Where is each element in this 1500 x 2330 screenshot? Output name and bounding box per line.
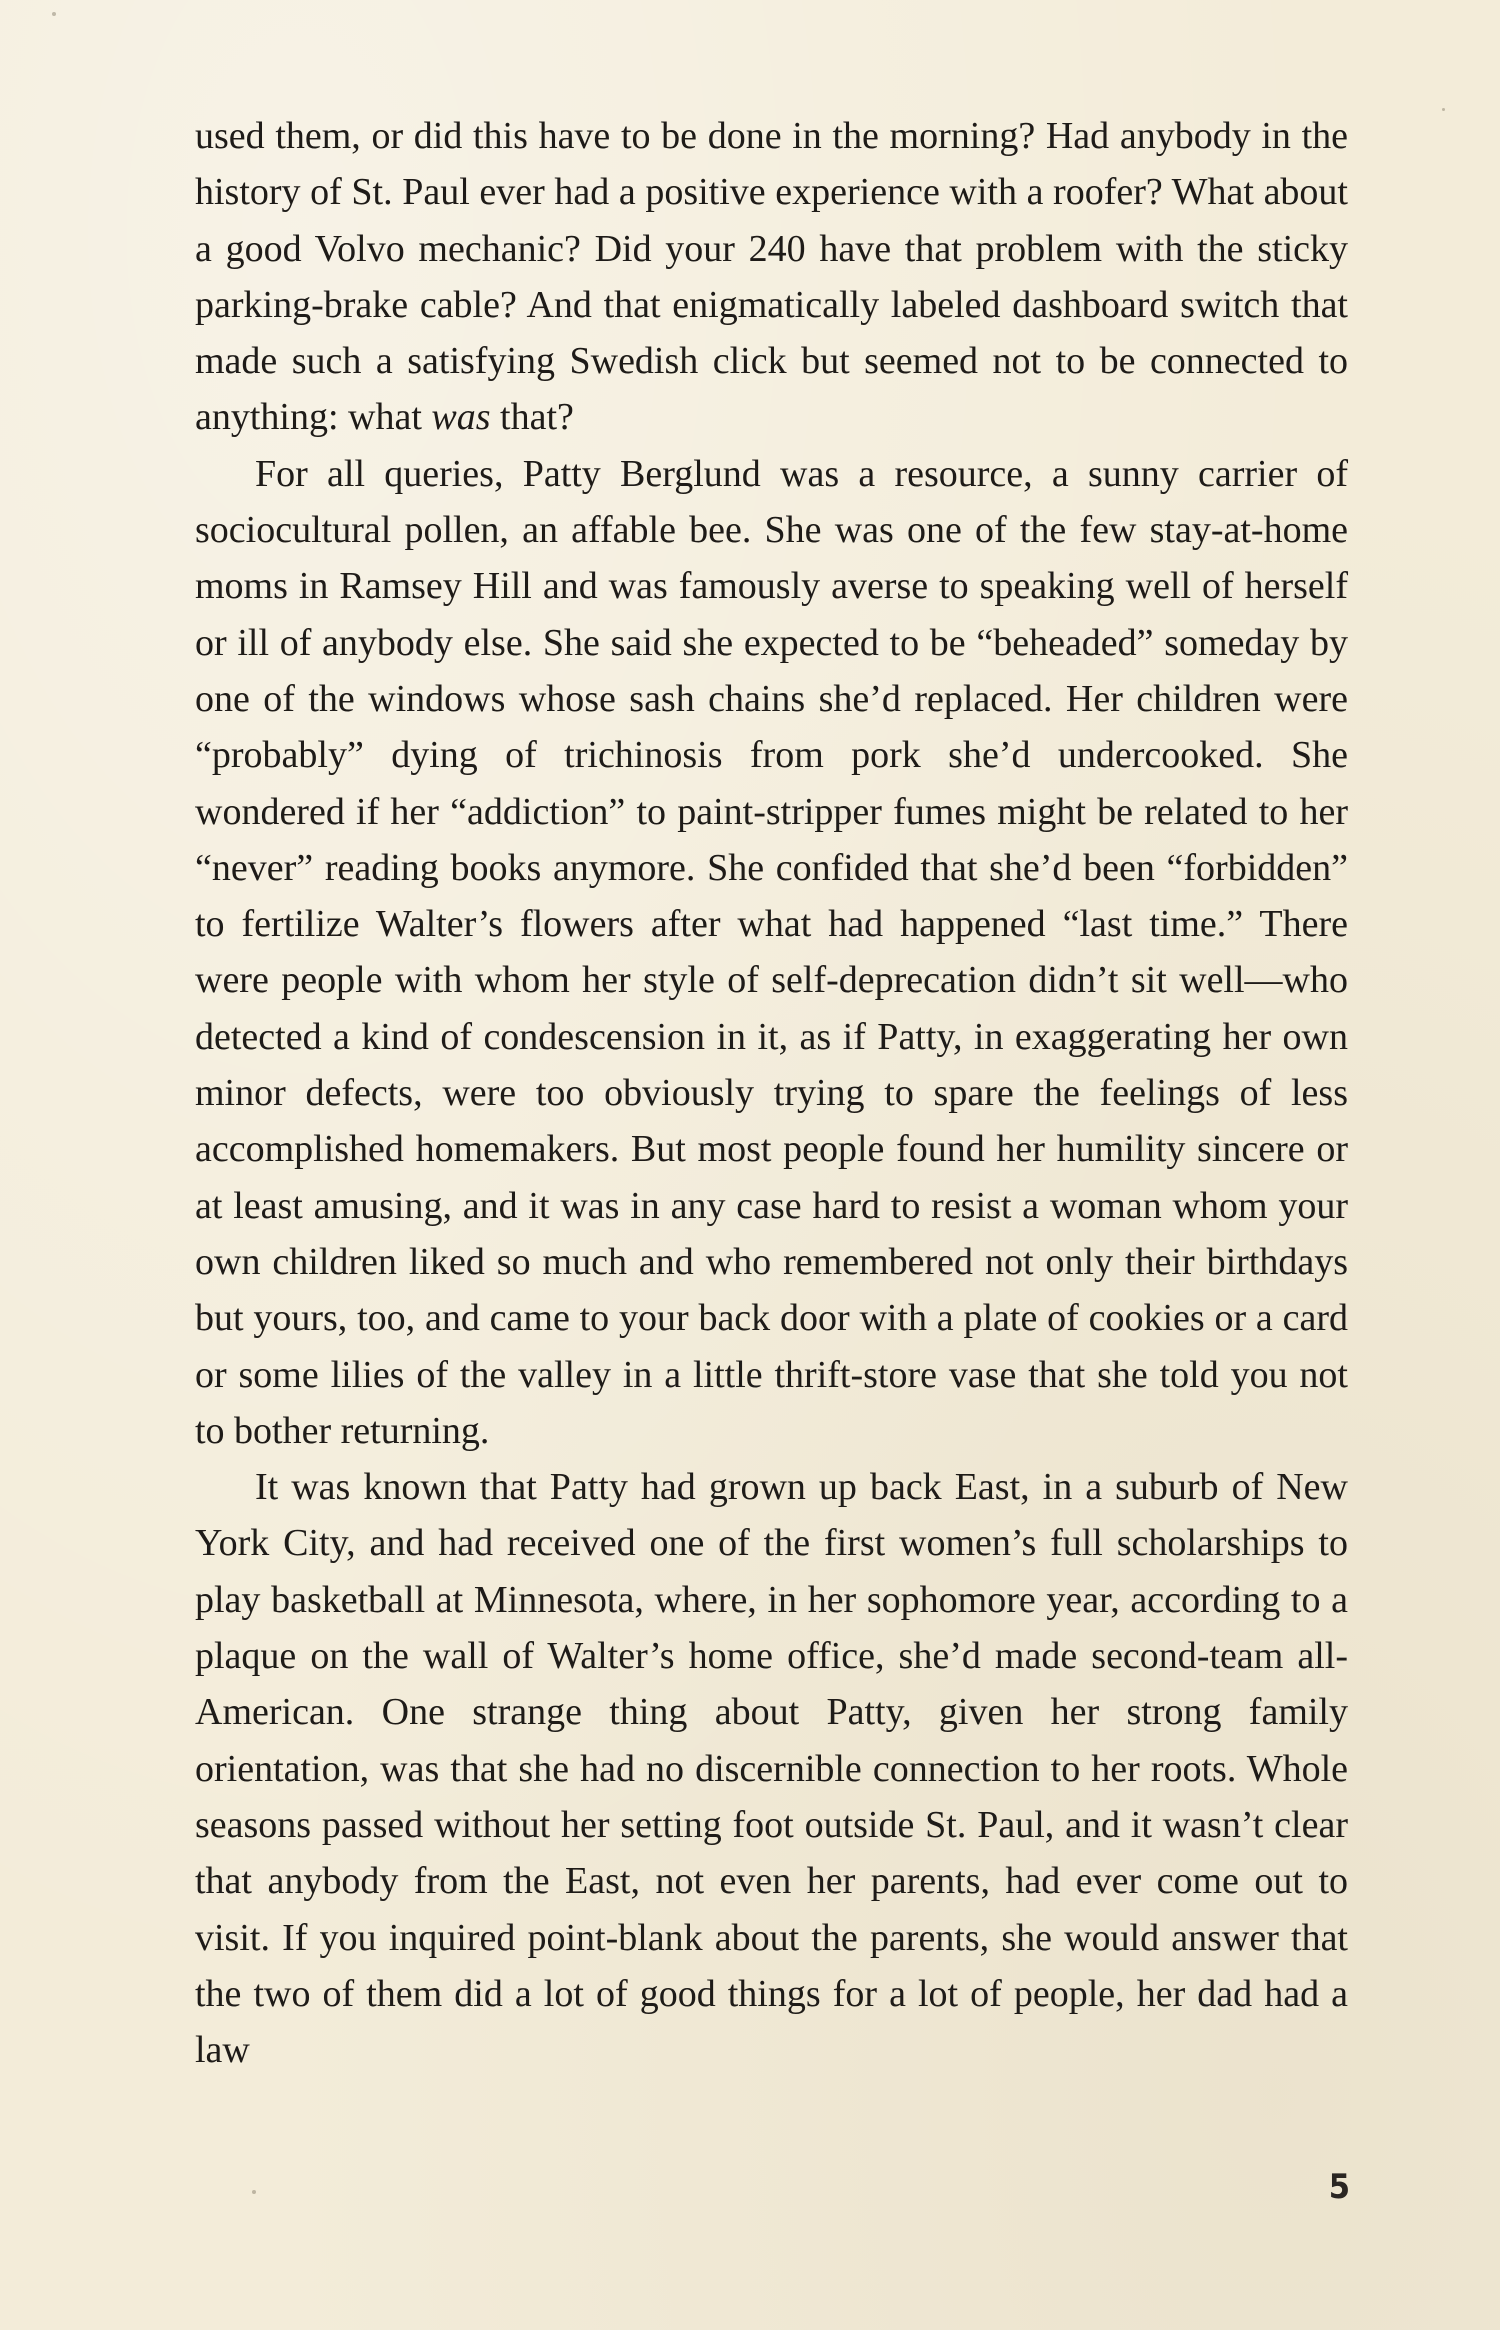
paragraph-patty-resource: For all queries, Patty Berglund was a resource, a sunny carrier of sociocultural pollen, an affable bee. She was one of the few stay-at-home moms in Ramsey Hill and was famously averse to speaking well of herself or ill of anybody else. She said she expected to be “beheaded” someday by one of the windows whose sash chains she’d replaced. Her children were “probably” dying of trichinosis from pork she’d undercooked. She wondered if her “addiction” to paint-stripper fumes might be related to her “never” reading books anymore. She confided that she’d been “forbidden” to fertilize Walter’s flowers after what had happened “last time.” There were people with whom her style of self-deprecation didn’t sit well—who detected a kind of condescension in it, as if Patty, in exaggerating her own minor defects, were too obviously trying to spare the feelings of less accomplished homemakers. But most people found her humility sincere or at least amusing, and it was in any case hard to resist a woman whom your own children liked so much and who remembered not only their birthdays but yours, too, and came to your back door with a plate of cookies or a card or some lilies of the valley in a little thrift-store vase that she told you not to bother returning. xyxy=(195,452,1348,1452)
scan-speck xyxy=(1442,108,1445,111)
paragraph-continuation-end: that? xyxy=(490,396,574,439)
paragraph-continuation xyxy=(195,108,1348,446)
scan-speck xyxy=(52,12,56,16)
emphasis-word: was xyxy=(431,396,491,439)
body-text xyxy=(195,108,1348,2078)
paragraph-patty-background: It was known that Patty had grown up back East, in a suburb of New York City, and had received one of the first women’s full scholarships to play basketball at Minnesota, where, in her sophomore year, according to a plaque on the wall of Walter’s home office, she’d made second-team all-American. One strange thing about Patty, given her strong family orientation, was that she had no discernible connection to her roots. Whole seasons passed without her setting foot outside St. Paul, and it wasn’t clear that anybody from the East, not even her parents, had ever come out to visit. If you inquired point-blank about the parents, she would answer that the two of them did a lot of good things for a lot of people, her dad had a law xyxy=(195,1466,1348,2072)
scan-speck xyxy=(252,2190,256,2194)
page-number: 5 xyxy=(1328,2167,1350,2207)
paragraph-continuation-text: used them, or did this have to be done in the morning? Had anybody in the history of St. Paul ever had a positive experience with a roofer? What about a good Volvo mechanic? Did your 240 have that problem with the sticky parking-brake cable? And that enigmatically labeled dashboard switch that made such a satisfying Swedish click but seemed not to be connected to anything: what xyxy=(195,115,1348,439)
